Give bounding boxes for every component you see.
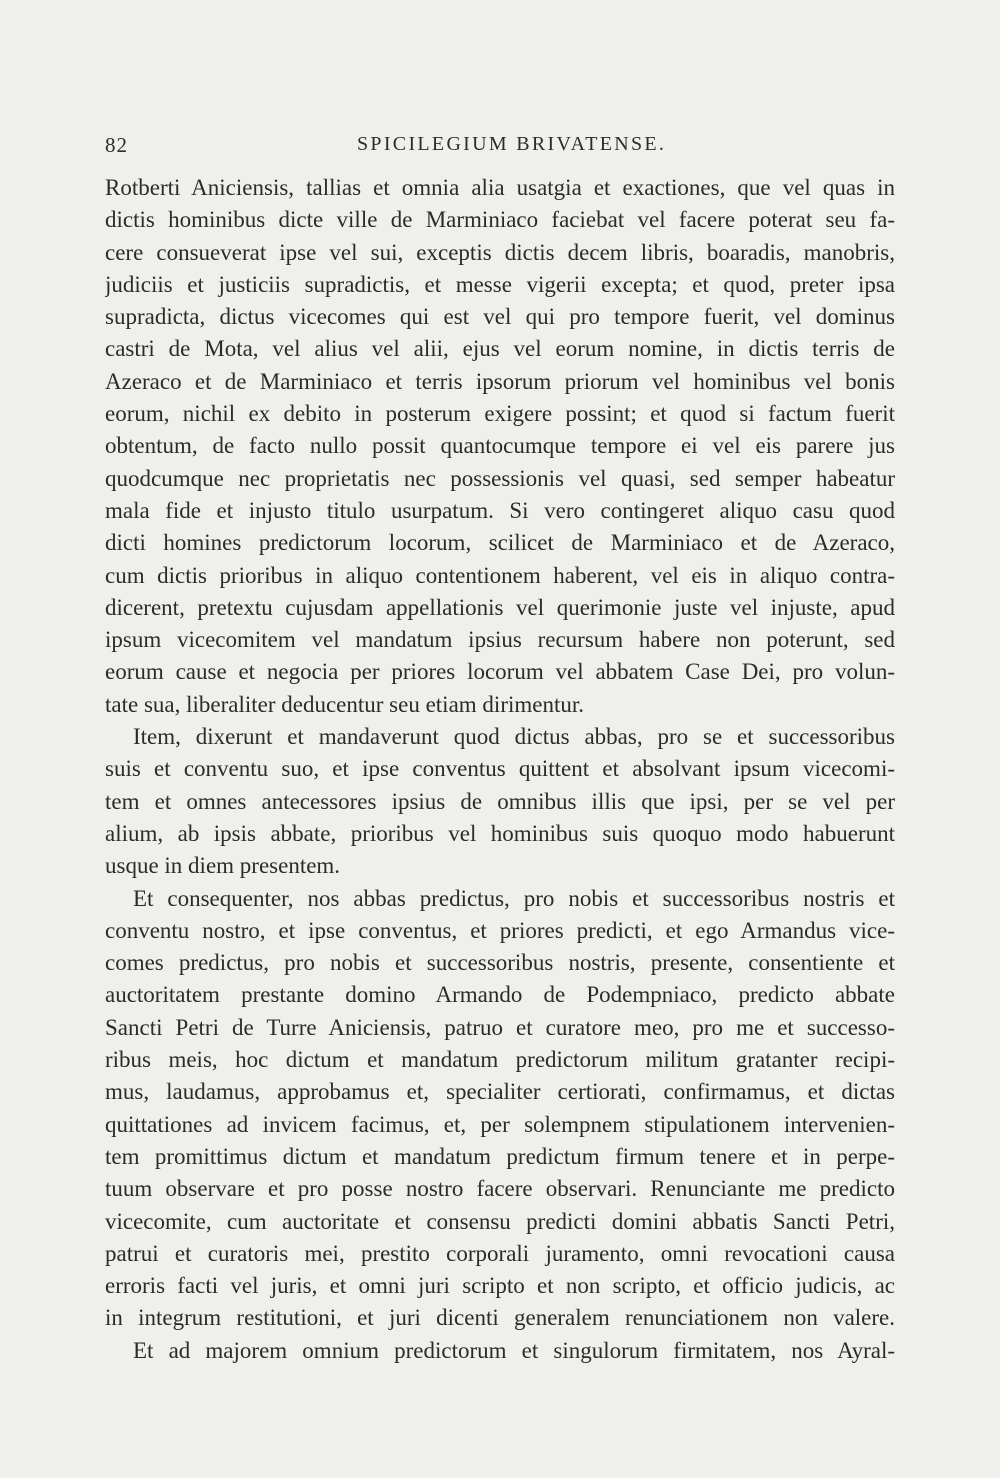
text-line: mala fide et injusto titulo usurpatum. Si vero contingeret aliquo casu quod <box>105 497 895 523</box>
text-line: alium, ab ipsis abbate, prioribus vel hominibus suis quoquo modo habuerunt <box>105 820 895 846</box>
text-line: castri de Mota, vel alius vel alii, ejus vel eorum nomine, in dictis terris de <box>105 336 895 362</box>
page-number: 82 <box>105 133 128 157</box>
body-text <box>105 172 895 1367</box>
text-line: tem et omnes antecessores ipsius de omnibus illis que ipsi, per se vel per <box>105 788 895 814</box>
text-line: auctoritatem prestante domino Armando de Podempniaco, predicto abbate <box>105 982 895 1008</box>
text-line: usque in diem presentem. <box>105 853 341 879</box>
text-line: tate sua, liberaliter deducentur seu etiam dirimentur. <box>105 691 584 717</box>
text-line: mus, laudamus, approbamus et, specialiter certiorati, confirmamus, et dictas <box>105 1079 895 1105</box>
text-line: dictis hominibus dicte ville de Marminiaco faciebat vel facere poterat seu fa- <box>105 207 895 233</box>
running-title: SPICILEGIUM BRIVATENSE. <box>357 133 667 155</box>
text-line: quodcumque nec proprietatis nec possessionis vel quasi, sed semper habeatur <box>105 465 895 491</box>
text-line: supradicta, dictus vicecomes qui est vel qui pro tempore fuerit, vel dominus <box>105 304 895 330</box>
text-line: in integrum restitutioni, et juri dicenti generalem renunciationem non valere. <box>105 1305 895 1331</box>
text-line: Sancti Petri de Turre Aniciensis, patruo et curatore meo, pro me et successo- <box>105 1014 895 1040</box>
text-line: ribus meis, hoc dictum et mandatum predictorum militum gratanter recipi- <box>105 1047 895 1073</box>
text-line: Rotberti Aniciensis, tallias et omnia alia usatgia et exactiones, que vel quas in <box>105 175 895 200</box>
text-line: patrui et curatoris mei, prestito corporali juramento, omni revocationi causa <box>105 1240 895 1266</box>
text-line: comes predictus, pro nobis et successoribus nostris, presente, consentiente et <box>105 950 895 976</box>
text-line: suis et conventu suo, et ipse conventus quittent et absolvant ipsum vicecomi- <box>105 756 895 782</box>
text-line: quittationes ad invicem facimus, et, per solempnem stipulationem intervenien- <box>105 1111 895 1137</box>
text-line: Et consequenter, nos abbas predictus, pro nobis et successoribus nostris et <box>133 885 895 911</box>
text-line: eorum, nichil ex debito in posterum exigere possint; et quod si factum fuerit <box>105 401 895 427</box>
text-line: Et ad majorem omnium predictorum et singulorum firmitatem, nos Ayral- <box>133 1337 895 1363</box>
text-line: dicti homines predictorum locorum, scilicet de Marminiaco et de Azeraco, <box>105 530 895 556</box>
text-line: ipsum vicecomitem vel mandatum ipsius recursum habere non poterunt, sed <box>105 627 895 653</box>
text-line: dicerent, pretextu cujusdam appellationis vel querimonie juste vel injuste, apud <box>105 594 895 620</box>
text-line: Item, dixerunt et mandaverunt quod dictus abbas, pro se et successoribus <box>133 724 895 750</box>
text-line: cum dictis prioribus in aliquo contentionem haberent, vel eis in aliquo contra- <box>105 562 895 588</box>
text-line: conventu nostro, et ipse conventus, et priores predicti, et ego Armandus vice- <box>105 917 895 943</box>
running-head <box>105 133 895 163</box>
text-line: tuum observare et pro posse nostro facere observari. Renunciante me predicto <box>105 1176 895 1202</box>
text-line: vicecomite, cum auctoritate et consensu predicti domini abbatis Sancti Petri, <box>105 1208 895 1234</box>
text-line: cere consueverat ipse vel sui, exceptis dictis decem libris, boaradis, manobris, <box>105 239 895 265</box>
text-line: judiciis et justiciis supradictis, et messe vigerii excepta; et quod, preter ipsa <box>105 271 895 297</box>
text-line: tem promittimus dictum et mandatum predictum firmum tenere et in perpe- <box>105 1143 895 1169</box>
text-line: obtentum, de facto nullo possit quantocumque tempore ei vel eis parere jus <box>105 433 895 459</box>
text-line: eorum cause et negocia per priores locorum vel abbatem Case Dei, pro volun- <box>105 659 895 685</box>
text-line: Azeraco et de Marminiaco et terris ipsorum priorum vel hominibus vel bonis <box>105 368 895 394</box>
text-line: erroris facti vel juris, et omni juri scripto et non scripto, et officio judicis, ac <box>105 1273 895 1299</box>
